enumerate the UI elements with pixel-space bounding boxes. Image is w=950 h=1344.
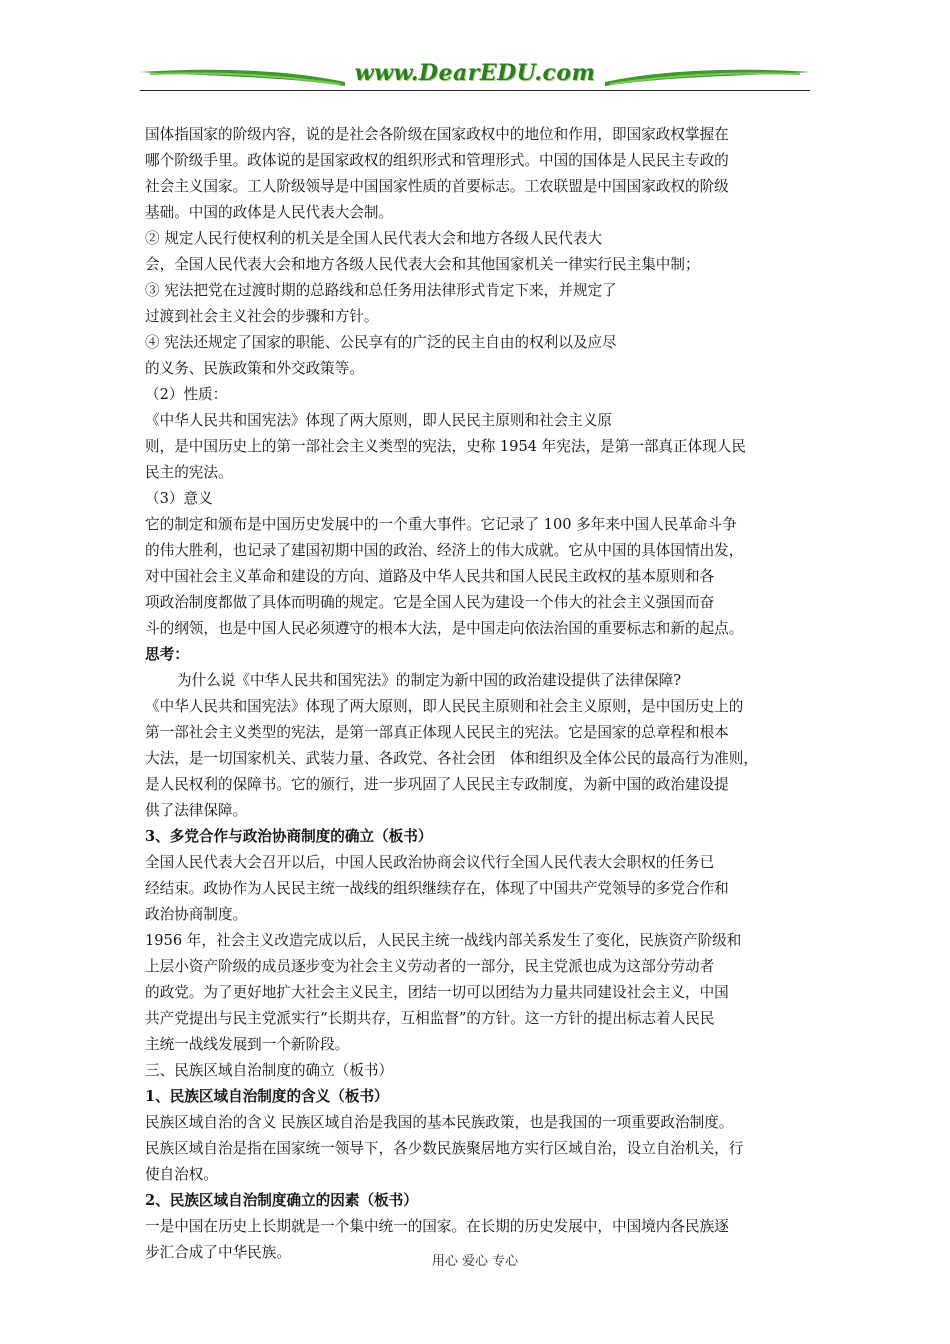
page-footer: 用心 爱心 专心 [431,1254,519,1269]
text-line: 《中华人民共和国宪法》体现了两大原则，即人民民主原则和社会主义原则，是中国历史上的 [145,698,744,715]
text-line: 会，全国人民代表大会和地方各级人民代表大会和其他国家机关一律实行民主集中制； [145,256,700,273]
text-line: 的伟大胜利，也记录了建国初期中国的政治、经济上的伟大成就。它从中国的具体国情出发， [145,542,744,559]
text-line: 经结束。政协作为人民民主统一战线的组织继续存在，体现了中国共产党领导的多党合作和 [145,880,729,897]
text-line: 斗的纲领，也是中国人民必须遵守的根本大法，是中国走向依法治国的重要标志和新的起点。 [145,620,744,637]
section-label: （3）意义 [145,490,213,507]
text-line: 基础。中国的政体是人民代表大会制。 [145,204,394,221]
text-line: 步汇合成了中华民族。 [145,1244,291,1261]
text-line: 《中华人民共和国宪法》体现了两大原则，即人民民主原则和社会主义原 [145,412,613,429]
text-line: ② 规定人民行使权利的机关是全国人民代表大会和地方各级人民代表大 [145,230,603,247]
text-line: 一是中国在历史上长期就是一个集中统一的国家。在长期的历史发展中，中国境内各民族逐 [145,1218,729,1235]
text-line: 它的制定和颁布是中国历史发展中的一个重大事件。它记录了 100 多年来中国人民革命斗争 [145,516,737,533]
text-line: 社会主义国家。工人阶级领导是中国国家性质的首要标志。工农联盟是中国国家政权的阶级 [145,178,729,195]
section-heading: 1、民族区域自治制度的含义（板书） [145,1088,389,1105]
text-line: 全国人民代表大会召开以后，中国人民政治协商会议代行全国人民代表大会职权的任务已 [145,854,715,871]
text-line: 是人民权利的保障书。它的颁行，进一步巩固了人民民主专政制度，为新中国的政治建设提 [145,776,729,793]
text-line: 哪个阶级手里。政体说的是国家政权的组织形式和管理形式。中国的国体是人民民主专政的 [145,152,729,169]
text-line: 民主的宪法。 [145,464,233,481]
text-line: 第一部社会主义类型的宪法，是第一部真正体现人民民主的宪法。它是国家的总章程和根本 [145,724,729,741]
text-line: 共产党提出与民主党派实行“长期共存，互相监督”的方针。这一方针的提出标志着人民民 [145,1010,715,1027]
text-line: 民族区域自治的含义 民族区域自治是我国的基本民族政策，也是我国的一项重要政治制度。 [145,1114,734,1131]
text-line: 项政治制度都做了具体而明确的规定。它是全国人民为建设一个伟大的社会主义强国而奋 [145,594,715,611]
text-line: ④ 宪法还规定了国家的职能、公民享有的广泛的民主自由的权利以及应尽 [145,334,617,351]
text-line: 上层小资产阶级的成员逐步变为社会主义劳动者的一部分，民主党派也成为这部分劳动者 [145,958,715,975]
text-line: 的政党。为了更好地扩大社会主义民主，团结一切可以团结为力量共同建设社会主义，中国 [145,984,729,1001]
site-logo[interactable]: www.DearEDU.com [354,60,596,86]
header-divider [140,90,810,91]
text-line: 1956 年，社会主义改造完成以后，人民民主统一战线内部关系发生了变化，民族资产阶级和 [145,932,742,949]
text-line: 使自治权。 [145,1166,218,1183]
text-line: 政治协商制度。 [145,906,248,923]
section-heading: 2、民族区域自治制度确立的因素（板书） [145,1192,418,1209]
text-line: ③ 宪法把党在过渡时期的总路线和总任务用法律形式肯定下来，并规定了 [145,282,617,299]
text-line: 国体指国家的阶级内容，说的是社会各阶级在国家政权中的地位和作用，即国家政权掌握在 [145,126,729,143]
question-line: 为什么说《中华人民共和国宪法》的制定为新中国的政治建设提供了法律保障? [177,672,682,689]
text-line: 主统一战线发展到一个新阶段。 [145,1036,350,1053]
text-line: 民族区域自治是指在国家统一领导下，各少数民族聚居地方实行区域自治，设立自治机关，行 [145,1140,744,1157]
text-line: 的义务、民族政策和外交政策等。 [145,360,364,377]
section-heading: 思考： [145,646,189,663]
section-label: 三、民族区域自治制度的确立（板书） [145,1062,394,1079]
text-line: 大法，是一切国家机关、武装力量、各政党、各社会团 体和组织及全体公民的最高行为准则， [145,750,758,767]
section-heading: 3、多党合作与政治协商制度的确立（板书） [145,828,433,845]
text-line: 对中国社会主义革命和建设的方向、道路及中华人民共和国人民民主政权的基本原则和各 [145,568,715,585]
text-line: 过渡到社会主义社会的步骤和方针。 [145,308,379,325]
text-line: 供了法律保障。 [145,802,248,819]
document-body [145,122,810,1266]
text-line: 则，是中国历史上的第一部社会主义类型的宪法，史称 1954 年宪法，是第一部真正体现人民 [145,438,746,455]
section-label: （2）性质： [145,386,228,403]
